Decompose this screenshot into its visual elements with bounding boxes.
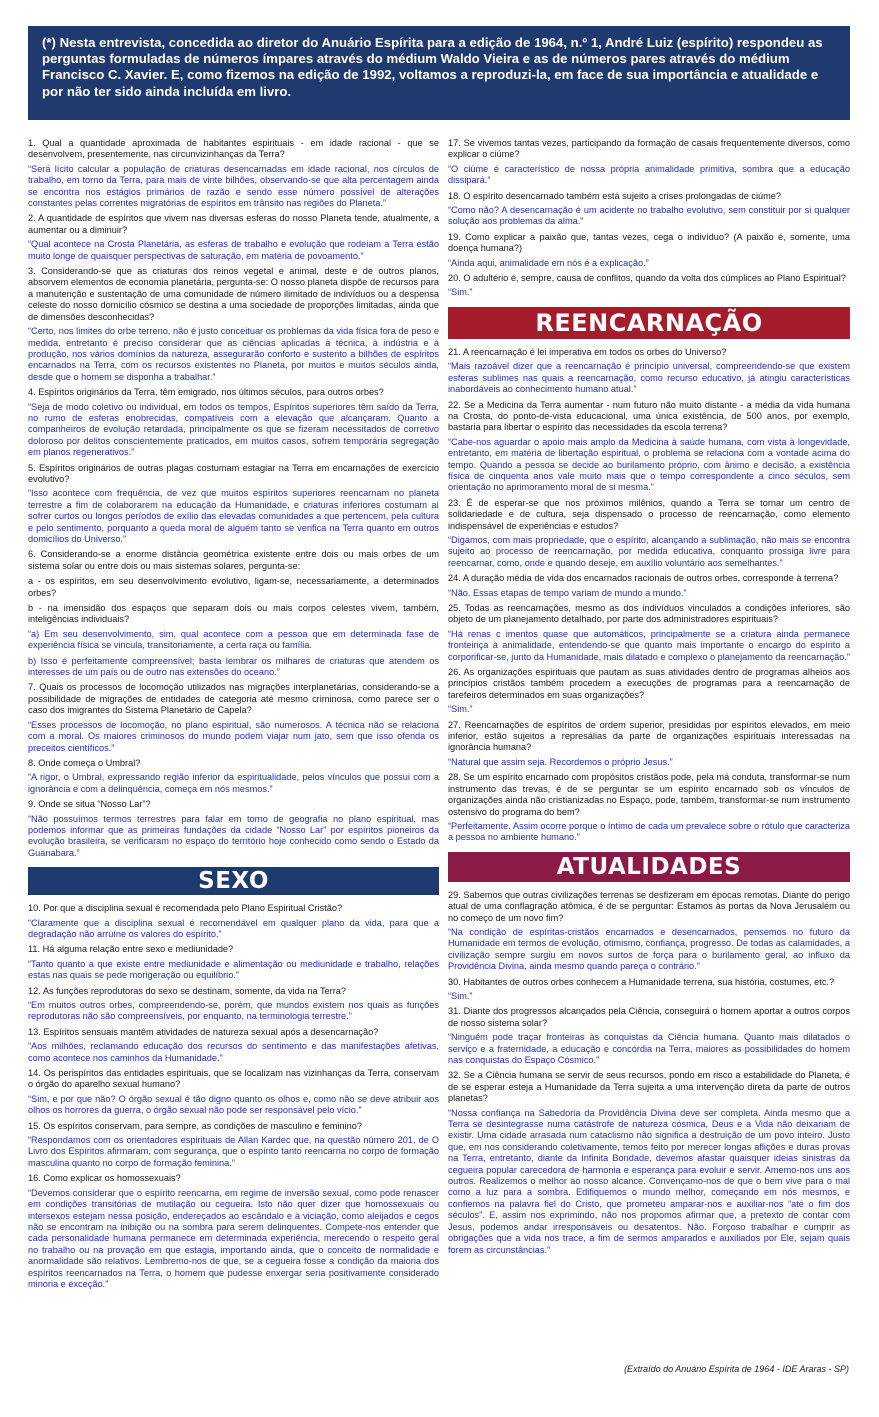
question-text: 5. Espíritos originários de outras plagas costumam estagiar na Terra em encarnações de exercício evolutivo? <box>28 462 439 484</box>
answer-text: “Qual acontece na Crosta Planetária, as esferas de trabalho e evolução que rodeiam a Terra estão muito longe de quaisquer perspectivas de saturação, em matéria de povoamento.” <box>28 239 439 261</box>
qa-item <box>28 266 439 383</box>
question-text: 30. Habitantes de outros orbes conhecem a Humanidade terrena, sua história, costumes, etc.? <box>448 976 835 987</box>
question-text: 18. O espírito desencarnado também está sujeito a crises prolongadas de ciúme? <box>448 190 781 201</box>
question-text: 7. Quais os processos de locomoção utilizados nas migrações interplanetárias, considerando-se a possibilidade de migrações de entidades de categoria até mesmo criminosa, como parece ser o caso dos imigrantes do Sistema Planetário de Capela? <box>28 682 439 716</box>
qa-list-atualidades <box>448 890 850 1256</box>
qa-item <box>28 1068 439 1117</box>
question-text: 22. Se a Medicina da Terra aumentar - num futuro não muito distante - a média da vida humana na Crosta, do ponto-de-vista educacional, uma única existência, de 500 anos, por exemplo, bastaria para libertar o espírito das necessidades da escola terrena? <box>448 399 850 433</box>
qa-list-sexo <box>28 903 439 1290</box>
qa-item <box>28 213 439 262</box>
question-text: 13. Espíritos sensuais mantêm atividades de natureza sexual após a desencarnação? <box>28 1026 379 1037</box>
qa-item <box>28 549 439 572</box>
answer-text: “Devemos considerar que o espírito reencarna, em regime de inversão sexual, como pode renascer em condições transitórias de mutilação ou cegueira. Isto não quer dizer que homossexuais ou intersexos estejam nessa posição, endereçados ao escândalo e à viciação, como aleijados e cegos não se encontram na inibição ou na sombra para serem delinquentes. Compete-nos entender que cada personalidade humana permanece em determinada experiência, merecendo o respeito geral no trabalho ou na provação em que estagia, importando ainda, que o conceito de normalidade e anormalidade são relativos. Lembremo-nos de que, se a cegueira fosse a condição da maioria dos espíritos reencarnados na Terra, o homem que pudesse enxergar seria positivamente considerado minoria e exceção.” <box>28 1187 439 1289</box>
intro-text: (*) Nesta entrevista, concedida ao diretor do Anuário Espírita para a edição de 1964, n.º 1, André Luiz (espírito) respondeu as perguntas formuladas de números ímpares através do médium Waldo Vieira e as de números pares através do médium Francisco C. Xavier. E, como fizemos na edição de 1992, voltamos a reproduzi-la, em face de sua importância e atualidade e por não ter sido ainda incluída em livro. <box>42 35 823 99</box>
answer-text: “Isso acontece com frequência, de vez que muitos espíritos superiores reencarnam no planeta terrestre a fim de colaborarem na educação da Humanidade, e criaturas inferiores costumam aí sofrer curtos ou longos períodos de exílio das elevadas comunidades a que pertencem, pela cultura e pelo sentimento, porquanto a queda moral de alguém tanto se verifica na Terra quanto em outros domicílios do Universo.” <box>28 488 439 544</box>
qa-item <box>28 603 439 652</box>
question-text: 15. Os espíritos conservam, para sempre, as condições de masculino e feminino? <box>28 1120 362 1131</box>
question-text: 14. Os perispíritos das entidades espirituais, que se localizam nas vizinhanças da Terra, conservam o órgão do aparelho sexual humano? <box>28 1068 439 1090</box>
qa-item <box>28 944 439 981</box>
qa-item <box>28 682 439 753</box>
answer-text: b) Isso é perfeitamente compreensível; basta lembrar os milhares de criaturas que atendem os interesses de um país ou de outro nas extensões do oceano.” <box>28 655 439 678</box>
question-text: 12. As funções reprodutoras do sexo se destinam, somente, da vida na Terra? <box>28 985 347 996</box>
answer-text: “Nossa confiança na Sabedoria da Providência Divina deve ser completa. Ainda mesmo que a Terra se desintegrasse numa catástrofe de natureza cósmica, Deus e a Vida não deixariam de existir. Uma cidade arrasada num cataclismo não significa a destruição de um povo inteiro. Justo que, em nos considerando coletivamente, temos feito por merecer longas aflições e duras provas na Terra, entretanto, diante da Infinita Bondade, devemos afastar quaisquer ideias sinistras da cegueira popular carecedora de harmonia e esperança para evoluir e servir. Amemo-nos uns aos outros. Realizemos o melhor ao nosso alcance. Convençamo-nos de que o bem vive para o mal como a luz para a sombra. Edifiquemos o mundo melhor, começando em nós mesmos, e confiemos na palavra fiel do Cristo, que prometeu amparar-nos e auxiliar-nos “até o fim dos séculos”. E, assim nos exprimindo, não nos propomos afirmar que, a pretexto de contar com Jesus, podemos andar irresponsáveis ou desatentos. Não. Forçoso trabalhar e cumprir as obrigações que a vida nos trace, a fim de sermos amparados e auxiliados por Ele, sejam quais forem as circunstâncias.” <box>448 1107 850 1255</box>
answer-text: “Ninguém pode traçar fronteiras às conquistas da Ciência humana. Quanto mais dilatados o serviço e a fraternidade, a educação e concórdia na Terra, maiores as possibilidades do homem nas conquistas do Espaço Cósmico.” <box>448 1032 850 1065</box>
answer-text: “Tanto quanto a que existe entre mediunidade e alimentação ou mediunidade e trabalho, relações estas nas quais se pede morigeração ou equilíbrio.” <box>28 958 439 981</box>
qa-item <box>28 1121 439 1170</box>
qa-item <box>448 191 850 228</box>
section-title-atualidades: ATUALIDADES <box>448 852 850 882</box>
answer-text: “Na condição de espíritas-cristãos encarnados e desencarnados, pensemos no futuro da Humanidade em termos de evolução, otimismo, confiança, progresso. De todas as calamidades, a civilização sempre surgiu em novos surtos de força para o burilamento geral, ao influxo da Providência Divina, ainda mesmo quando pareça o contrário.” <box>448 926 850 972</box>
qa-item <box>448 232 850 269</box>
question-text: 28. Se um espírito encarnado com propósitos cristãos pode, pela má conduta, transformar-se num instrumento das trevas, é de se perguntar se um espírito encarnado sob os vínculos de organizações ainda não cristianizadas no Espaço, pode, também, transformar-se num instrumento ostensivo do programa do bem? <box>448 772 850 817</box>
intro-banner <box>28 26 850 120</box>
section-title-reencarnacao: REENCARNAÇÃO <box>448 307 850 339</box>
question-text: b - na imensidão dos espaços que separam dois ou mais corpos celestes vivem, também, inteligências individuais? <box>28 603 439 625</box>
question-text: 16. Como explicar os homossexuais? <box>28 1173 181 1184</box>
question-text: 32. Se a Ciência humana se servir de seus recursos, pondo em risco a estabilidade do Planeta, é de se esperar esteja a Humanidade da Terra sujeita a uma intervenção direta da parte de outros planetas? <box>448 1070 850 1104</box>
answer-text: “Natural que assim seja. Recordemos o próprio Jesus.” <box>448 756 673 767</box>
qa-item <box>28 656 439 679</box>
question-text: 21. A reencarnação é lei imperativa em todos os orbes do Universo? <box>448 346 727 357</box>
qa-item <box>448 772 850 843</box>
qa-list-reencarnacao <box>448 347 850 844</box>
question-text: 23. É de esperar-se que nos próximos milênios, quando a Terra se tornar um centro de solidariedade e de cultura, seja dispensado o processo de reencarnação, como elemento indispensável de experiências e estudos? <box>448 497 850 531</box>
qa-item <box>28 463 439 546</box>
question-text: a - os espíritos, em seu desenvolvimento evolutivo, ligam-se, necessariamente, a determinados orbes? <box>28 576 439 598</box>
qa-item <box>28 576 439 599</box>
qa-list-general <box>28 138 439 859</box>
answer-text: “Esses processos de locomoção, no plano espiritual, são numerosos. A técnica não se relaciona com a moral. Os maiores criminosos do mundo podem viajar num jato, sem que isso ofenda os preceitos científicos.” <box>28 719 439 753</box>
qa-item <box>448 1070 850 1256</box>
qa-item <box>448 573 850 599</box>
answer-text: “Claramente que a disciplina sexual é recomendável em qualquer plano da vida, para que a degradação não arruíne os valores do espírito.” <box>28 917 439 939</box>
qa-item <box>28 1027 439 1064</box>
qa-item <box>28 758 439 795</box>
answer-text: “Perfeitamente. Assim ocorre porque o íntimo de cada um prevalece sobre o rótulo que caracteriza a pessoa no ambiente humano.” <box>448 820 850 843</box>
question-text: 31. Diante dos progressos alcançados pela Ciência, conseguirá o homem aportar a outros corpos de nosso sistema solar? <box>448 1006 850 1028</box>
question-text: 24. A duração média de vida dos encarnados racionais de outros orbes, corresponde à terrena? <box>448 573 839 584</box>
qa-item <box>448 890 850 973</box>
answer-text: “a) Em seu desenvolvimento, sim, qual acontece com a pessoa que em determinada fase de experiência física se vincula, transitoriamente, a certa raça ou família. <box>28 628 439 651</box>
question-text: 8. Onde começa o Umbral? <box>28 757 141 768</box>
answer-text: “Há renas c imentos quase que automáticos, principalmente se a criatura ainda permanece fronteiriça à animalidade, entendendo-se que quanto mais importante o encargo do espírito a corporificar-se, junto da Humanidade, mais dilatado e complexo o planejamento da reencarnação.” <box>448 628 850 662</box>
qa-item <box>28 1173 439 1290</box>
question-text: 26. As organizações espirituais que pautam as suas atividades dentro de programas alheios aos princípios cristãos também procedem a execuções de programas para a reencarnação de tarefeiros determinados em suas organizações? <box>448 667 850 700</box>
answer-text: “Sim, e por que não? O órgão sexual é tão digno quanto os olhos e, como não se deve atribuir aos olhos os horrores da guerra, o órgão sexual não pode ser responsável pelo vício.” <box>28 1093 439 1116</box>
answer-text: “Digamos, com mais propriedade, que o espírito, alcançando a sublimação, não mais se encontra sujeito ao processo de reencarnação, por medida educativa, conquanto prossiga livre para reencarnar, como, onde e quando deseje, em auxílio voluntário aos semelhantes.” <box>448 534 850 568</box>
question-text: 9. Onde se situa “Nosso Lar”? <box>28 799 151 810</box>
qa-list-top <box>448 138 850 299</box>
qa-item <box>448 977 850 1003</box>
answer-text: “Não. Essas etapas de tempo variam de mundo a mundo.” <box>448 587 687 598</box>
question-text: 1. Qual a quantidade aproximada de habitantes espirituais - em idade racional - que se desenvolvem, presentemente, nas circunvizinhanças da Terra? <box>28 138 439 160</box>
qa-item <box>28 903 439 940</box>
answer-text: “Mais razoável dizer que a reencarnação é princípio universal, compreendendo-se que existem esferas sublimes nas quais a reencarnação, como recurso educativo, já atingiu características inabordáveis ao conhecimento humano atual.” <box>448 361 850 395</box>
qa-item <box>448 498 850 569</box>
qa-item <box>448 667 850 716</box>
question-text: 20. O adultério é, sempre, causa de conflitos, quando da volta dos cúmplices ao Plano Espiritual? <box>448 273 846 284</box>
question-text: 19. Como explicar a paixão que, tantas vezes, cega o indivíduo? (A paixão é, somente, uma doença humana?) <box>448 231 850 254</box>
source-credit: (Extraído do Anuário Espírita de 1964 - IDE Araras - SP) <box>624 1364 849 1374</box>
question-text: 29. Sabemos que outras civilizações terrenas se desfizeram em épocas remotas. Diante do perigo atual de uma conflagração atômica, é de se perguntar: Estamos às portas da Nova Jerusalém ou no começo de um novo fim? <box>448 889 850 923</box>
answer-text: “Certo, nos limites do orbe terreno, não é justo conceituar os problemas da vida física fora de peso e medida, entretanto é preciso considerar que as ciências aplicadas à técnica, à indústria e à produção, nos vários domínios da natureza, assegurarão conforto e sustento a bilhões de espíritos encarnados na Terra, com os recursos existentes no Planeta, por muitos e muitos séculos ainda, desde que o homem se disponha a trabalhar.” <box>28 326 439 382</box>
question-text: 4. Espíritos originários da Terra, têm emigrado, nos últimos séculos, para outros orbes? <box>28 387 384 398</box>
qa-item <box>448 273 850 299</box>
answer-text: “A rigor, o Umbral, expressando região inferior da espiritualidade, pelos vínculos que possui com a ignorância e com a delinquência, começa em nós mesmos.” <box>28 772 439 794</box>
question-text: 25. Todas as reencarnações, mesmo as dos indivíduos vinculados a condições inferiores, são objeto de um planejamento detalhado, por parte dos administradores espirituais? <box>448 603 850 625</box>
qa-item <box>28 799 439 859</box>
answer-text: “Seja de modo coletivo ou individual, em todos os tempos, Espíritos superiores têm saído da Terra, no rumo de esferas enobrecidas, compatíveis com a elevação que alcançaram. Quanto a companheiros de evolução retardada, principalmente os que se fizeram necessitados de corretivo doloroso por delitos conscientemente praticados, em muitos casos, sofrem temporária segregação em planos regenerativos.” <box>28 401 439 458</box>
section-title-sexo: SEXO <box>28 867 439 895</box>
qa-item <box>448 1006 850 1066</box>
answer-text: “Em muitos outros orbes, compreendendo-se, porém, que mundos existem nos quais as funções reprodutoras não são compreensíveis, por enquanto, na terminologia terrestre.” <box>28 1000 439 1022</box>
qa-item <box>448 347 850 396</box>
answer-text: “Sim.” <box>448 287 473 298</box>
question-text: 2. A quantidade de espíritos que vivem nas diversas esferas do nosso Planeta tende, atualmente, a aumentar ou a diminuir? <box>28 213 439 235</box>
question-text: 27. Reencarnações de espíritos de ordem superior, presididas por espíritos elevados, em meio inferior, estão sujeitos a represálias da parte de organizações espirituais interessadas na ignorância humana? <box>448 719 850 753</box>
question-text: 17. Se vivemos tantas vezes, participando da formação de casais frequentemente diversos, como explicar o ciúme? <box>448 138 850 160</box>
answer-text: “Será lícito calcular a população de criaturas desencarnadas em idade racional, nos círculos de trabalho, em torno da Terra, para mais de vinte bilhões, observando-se que alta percentagem ainda se encontra nos estágios primários de razão e sendo esse número possível de alterações constantes pelas correntes migratórias de espíritos em trânsito nas regiões do Planeta.” <box>28 163 439 209</box>
qa-item <box>448 400 850 494</box>
answer-text: “Cabe-nos aguardar o apoio mais amplo da Medicina à saúde humana, com vista à longevidade, entretanto, em matéria de libertação espiritual, o problema se relaciona com a vontade acima do tempo. Quando a pessoa se decide ao burilamento próprio, com ânimo e decisão, a existência física de cinquenta anos vale muito mais que o tempo correspondente a cinco séculos, sem orientação no aprimoramento moral de si mesma.” <box>448 436 850 493</box>
answer-text: “Aos milhões, reclamando educação dos recursos do sentimento e das manifestações afetivas, como acontece nos caminhos da Humanidade.” <box>28 1041 439 1063</box>
qa-item <box>28 138 439 209</box>
answer-text: “Respondamos com os orientadores espirituais de Allan Kardec que, na questão número 201, de O Livro dos Espíritos afirmaram, com segurança, que o espírito tanto reencarna no corpo de formação masculina quanto no corpo de formação feminina.” <box>28 1135 439 1168</box>
qa-item <box>448 603 850 663</box>
answer-text: “Sim.” <box>448 990 473 1001</box>
qa-item <box>28 387 439 458</box>
right-column <box>448 138 850 1260</box>
answer-text: “Não possuímos termos terrestres para falar em torno de geografia no plano espiritual, mas podemos informar que as primeiras fundações da cidade “Nosso Lar” por espíritos pioneiros da evolução brasileira, se verificaram no espaço do território hoje conhecido como sendo o Estado da Guanabara.” <box>28 813 439 858</box>
left-column <box>28 138 439 1294</box>
answer-text: “Sim.” <box>448 704 473 715</box>
qa-item <box>448 138 850 187</box>
answer-text: “Como não? A desencarnação é um acidente no trabalho evolutivo, sem constituir por si qualquer solução aos problemas da alma.” <box>448 205 850 227</box>
question-text: 6. Considerando-se a enorme distância geométrica existente entre dois ou mais orbes de um sistema solar ou entre dois ou mais sistemas solares, pergunta-se: <box>28 549 439 571</box>
question-text: 3. Considerando-se que as criaturas dos reinos vegetal e animal, deste e de outros planos, absorvem elementos de economia planetária, pergunta-se: O nosso planeta dispõe de recursos para a manutenção e sustentação de uma comunidade de número ilimitado de indivíduos ou a despensa celeste do nosso domicílio cósmico se destina a uma sociedade de proporções limitadas, ainda que de dimensões desconhecidas? <box>28 266 439 322</box>
qa-item <box>448 720 850 769</box>
answer-text: “Ainda aqui, animalidade em nós é a explicação.” <box>448 257 649 268</box>
question-text: 11. Há alguma relação entre sexo e mediunidade? <box>28 944 234 955</box>
question-text: 10. Por que a disciplina sexual é recomendada pelo Plano Espiritual Cristão? <box>28 903 343 914</box>
qa-item <box>28 986 439 1023</box>
answer-text: “O ciúme é característico de nossa própria animalidade primitiva, sombra que a educação dissipará.” <box>448 163 850 186</box>
